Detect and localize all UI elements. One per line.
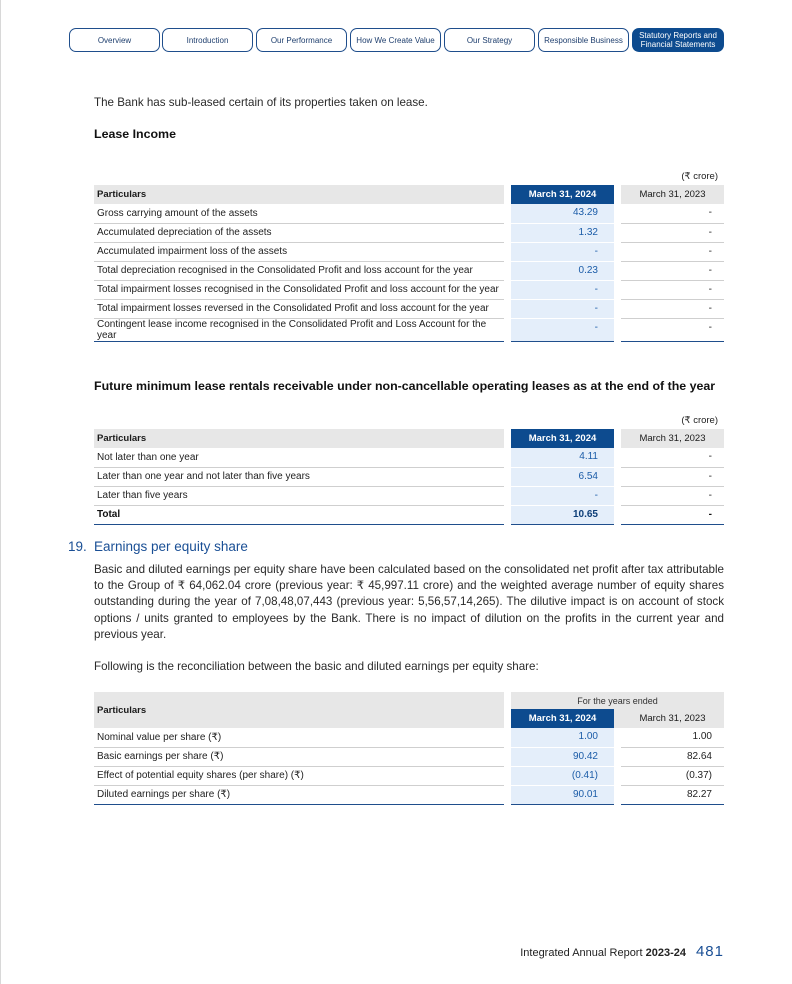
- value-march-2023: (0.37): [621, 766, 724, 785]
- col-march-2024: March 31, 2024: [511, 429, 614, 448]
- col-particulars: Particulars: [94, 185, 504, 204]
- value-march-2023: -: [621, 223, 724, 242]
- table-row: [94, 747, 724, 766]
- table-row: [94, 448, 724, 467]
- value-march-2024: -: [511, 299, 614, 318]
- value-march-2024: 90.42: [511, 747, 614, 766]
- row-label: Nominal value per share (₹): [94, 728, 504, 747]
- row-label: Basic earnings per share (₹): [94, 747, 504, 766]
- table-total-row: [94, 505, 724, 524]
- value-march-2023: 82.64: [621, 747, 724, 766]
- value-march-2024: 1.32: [511, 223, 614, 242]
- table-row: [94, 280, 724, 299]
- value-march-2023: -: [621, 204, 724, 223]
- value-march-2023: -: [621, 486, 724, 505]
- value-march-2024: 43.29: [511, 204, 614, 223]
- value-march-2023: -: [621, 505, 724, 524]
- value-march-2024: 4.11: [511, 448, 614, 467]
- col-march-2024: March 31, 2024: [511, 709, 614, 728]
- table-row: [94, 223, 724, 242]
- table-row: [94, 486, 724, 505]
- value-march-2024: 1.00: [511, 728, 614, 747]
- tab-responsible-business[interactable]: Responsible Business: [538, 28, 629, 52]
- tab-our-strategy[interactable]: Our Strategy: [444, 28, 535, 52]
- row-label: Later than five years: [94, 486, 504, 505]
- table-row: [94, 467, 724, 486]
- value-march-2023: -: [621, 299, 724, 318]
- table-row: [94, 299, 724, 318]
- col-march-2023: March 31, 2023: [621, 185, 724, 204]
- lease-income-heading: Lease Income: [94, 127, 176, 141]
- row-label: Effect of potential equity shares (per share) (₹): [94, 766, 504, 785]
- value-march-2023: -: [621, 448, 724, 467]
- col-march-2023: March 31, 2023: [621, 429, 724, 448]
- value-march-2024: -: [511, 486, 614, 505]
- page-edge-rule: [0, 0, 1, 984]
- row-label: Gross carrying amount of the assets: [94, 204, 504, 223]
- row-label: Total: [94, 505, 504, 524]
- value-march-2024: 0.23: [511, 261, 614, 280]
- col-years-ended: For the years ended: [511, 692, 724, 709]
- value-march-2024: (0.41): [511, 766, 614, 785]
- lease-income-unit: (₹ crore): [681, 171, 718, 182]
- value-march-2024: -: [511, 318, 614, 341]
- eps-table: [94, 692, 724, 805]
- report-name: Integrated Annual Report 2023-24: [520, 947, 686, 959]
- row-label: Total depreciation recognised in the Consolidated Profit and loss account for the year: [94, 261, 504, 280]
- value-march-2023: -: [621, 280, 724, 299]
- value-march-2023: -: [621, 318, 724, 341]
- value-march-2023: -: [621, 467, 724, 486]
- table-row: [94, 261, 724, 280]
- value-march-2024: 90.01: [511, 785, 614, 804]
- tab-how-we-create-value[interactable]: How We Create Value: [350, 28, 441, 52]
- col-march-2023: March 31, 2023: [621, 709, 724, 728]
- section-number: 19.: [68, 539, 87, 554]
- table-row: [94, 318, 724, 341]
- page-footer: [520, 943, 724, 960]
- reconciliation-intro: Following is the reconciliation between the basic and diluted earnings per equity share:: [94, 660, 539, 673]
- col-particulars: Particulars: [94, 429, 504, 448]
- row-label: Contingent lease income recognised in the Consolidated Profit and Loss Account for the year: [94, 318, 504, 341]
- eps-paragraph: Basic and diluted earnings per equity share have been calculated based on the consolidated net profit after tax attributable to the Group of ₹ 64,062.04 crore (previous year: ₹ 45,997.11 crore) and the weighted average number of equity shares outstanding during the year of 7,08,48,07,443 (previous year: 5,56,57,14,265). The dilutive impact is on account of stock options / units granted to employees by the Bank. There is no impact of dilution on the profits in the current year and previous year.: [94, 563, 724, 641]
- table-row: [94, 766, 724, 785]
- value-march-2023: -: [621, 261, 724, 280]
- row-label: Later than one year and not later than five years: [94, 467, 504, 486]
- value-march-2024: 6.54: [511, 467, 614, 486]
- tab-introduction[interactable]: Introduction: [162, 28, 253, 52]
- page-number: 481: [695, 943, 724, 960]
- value-march-2023: -: [621, 242, 724, 261]
- row-label: Accumulated impairment loss of the assets: [94, 242, 504, 261]
- row-label: Accumulated depreciation of the assets: [94, 223, 504, 242]
- value-march-2024: -: [511, 280, 614, 299]
- col-march-2024: March 31, 2024: [511, 185, 614, 204]
- table-row: [94, 204, 724, 223]
- lease-income-table: [94, 185, 724, 342]
- row-label: Total impairment losses recognised in the Consolidated Profit and loss account for the year: [94, 280, 504, 299]
- row-label: Total impairment losses reversed in the Consolidated Profit and loss account for the year: [94, 299, 504, 318]
- col-particulars: Particulars: [94, 692, 504, 728]
- table-row: [94, 728, 724, 747]
- future-rentals-unit: (₹ crore): [681, 415, 718, 426]
- tab-our-performance[interactable]: Our Performance: [256, 28, 347, 52]
- value-march-2024: -: [511, 242, 614, 261]
- sublease-note: The Bank has sub-leased certain of its properties taken on lease.: [94, 96, 428, 109]
- row-label: Diluted earnings per share (₹): [94, 785, 504, 804]
- table-row: [94, 242, 724, 261]
- section-title-eps: Earnings per equity share: [94, 539, 248, 554]
- table-row: [94, 785, 724, 804]
- section-nav: [69, 28, 724, 52]
- value-march-2023: 82.27: [621, 785, 724, 804]
- value-march-2024: 10.65: [511, 505, 614, 524]
- value-march-2023: 1.00: [621, 728, 724, 747]
- future-rentals-table: [94, 429, 724, 525]
- future-rentals-heading: Future minimum lease rentals receivable under non-cancellable operating leases as at the end of the year: [94, 379, 716, 393]
- tab-overview[interactable]: Overview: [69, 28, 160, 52]
- tab-statutory-reports[interactable]: Statutory Reports and Financial Statements: [632, 28, 724, 52]
- row-label: Not later than one year: [94, 448, 504, 467]
